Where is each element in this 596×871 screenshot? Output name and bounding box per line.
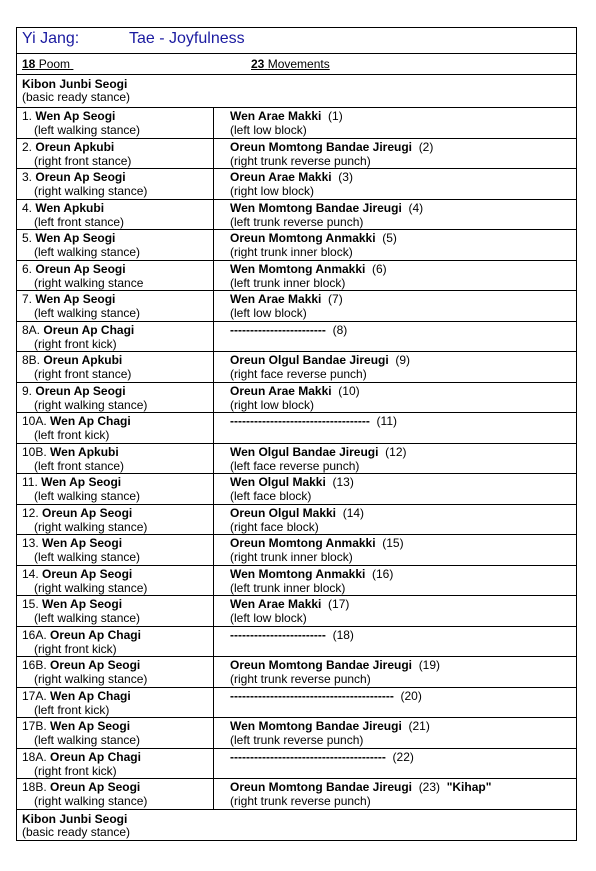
kihap-label: "Kihap": [446, 780, 492, 794]
stance-cell: [17, 566, 214, 596]
movement-number: (3): [338, 170, 353, 184]
movement-desc: (right low block): [230, 397, 315, 412]
stance-desc: (left walking stance): [34, 733, 141, 747]
table-row: [17, 383, 576, 414]
movement-line: [230, 658, 576, 672]
stance-cell: [17, 291, 214, 321]
stance-name: Wen Apkubi: [35, 200, 105, 215]
stance-name: Wen Ap Seogi: [42, 536, 123, 550]
movement-cell: [214, 657, 576, 687]
movement-name: Wen Arae Makki: [230, 109, 322, 123]
movement-cell: [214, 749, 576, 779]
end-row: [17, 810, 576, 840]
movement-cell: [214, 566, 576, 596]
movement-line: [230, 597, 576, 611]
row-number: 16A.: [22, 627, 47, 642]
movement-cell: [214, 108, 576, 138]
table-row: [17, 108, 576, 139]
movement-line: [230, 262, 576, 276]
movement-name: Wen Momtong Anmakki: [230, 566, 366, 581]
movement-number: (9): [395, 353, 411, 367]
row-number: 10B.: [22, 444, 47, 459]
stance-cell: [17, 169, 214, 199]
stance-name: Oreun Ap Seogi: [42, 566, 133, 581]
row-number: 8A.: [22, 322, 41, 337]
movement-name: ---------------------------------------: [230, 749, 386, 764]
row-number: 15.: [22, 597, 39, 611]
stance-line: [22, 170, 213, 184]
stance-line: [22, 262, 213, 276]
table-row: [17, 505, 576, 536]
movement-cell: [214, 505, 576, 535]
poom-label: Poom: [38, 57, 71, 71]
start-stance-desc: (basic ready stance): [22, 90, 131, 104]
stance-desc: (left front kick): [34, 702, 110, 717]
movement-desc: (left low block): [230, 123, 307, 137]
movement-line: [230, 231, 576, 245]
movement-desc: (right trunk reverse punch): [230, 153, 371, 168]
movement-desc: (left trunk reverse punch): [230, 733, 364, 747]
stance-name: Oreun Apkubi: [43, 353, 123, 367]
movement-cell: [214, 169, 576, 199]
movement-line: [230, 384, 576, 398]
stance-cell: [17, 657, 214, 687]
movement-cell: [214, 627, 576, 657]
stance-line: [22, 384, 213, 398]
movement-name: ------------------------: [230, 627, 326, 642]
stance-desc: (right walking stance): [34, 519, 148, 534]
movement-number: (10): [338, 383, 360, 398]
end-stance-desc: (basic ready stance): [22, 824, 131, 839]
stance-line: [22, 109, 213, 123]
stance-line: [22, 475, 213, 489]
movement-cell: [214, 688, 576, 718]
stance-name: Oreun Ap Chagi: [43, 322, 135, 337]
stance-desc: (left walking stance): [34, 123, 141, 137]
row-number: 11.: [22, 475, 38, 489]
movement-desc: (right low block): [230, 184, 315, 198]
movement-line: [230, 445, 576, 459]
stance-line: [22, 140, 213, 154]
movement-number: (5): [382, 231, 397, 245]
stance-desc: (left walking stance): [34, 245, 141, 259]
stance-name: Oreun Ap Seogi: [50, 658, 141, 672]
stance-desc: (right front kick): [34, 763, 117, 778]
stance-name: Oreun Ap Seogi: [35, 383, 126, 398]
stance-cell: [17, 322, 214, 352]
stance-line: [22, 445, 213, 459]
movement-name: Wen Olgul Bandae Jireugi: [230, 444, 379, 459]
movement-cell: [214, 535, 576, 565]
movement-name: Oreun Arae Makki: [230, 383, 332, 398]
movement-name: Oreun Olgul Makki: [230, 505, 337, 520]
stance-desc: (left walking stance): [34, 550, 141, 564]
stance-cell: [17, 535, 214, 565]
table-row: [17, 261, 576, 292]
title-row: [17, 28, 576, 54]
stance-line: [22, 628, 213, 642]
movement-cell: [214, 352, 576, 382]
movement-line: [230, 170, 576, 184]
table-row: [17, 291, 576, 322]
movement-desc: (left low block): [230, 306, 307, 320]
stance-name: Oreun Ap Seogi: [35, 170, 126, 184]
table-row: [17, 230, 576, 261]
row-number: 2.: [22, 139, 33, 154]
stance-desc: (right walking stance): [34, 184, 148, 198]
stance-line: [22, 567, 213, 581]
stance-line: [22, 506, 213, 520]
table-row: [17, 200, 576, 231]
stance-cell: [17, 230, 214, 260]
form-name: Yi Jang:: [22, 30, 80, 47]
movement-number: (17): [328, 597, 350, 611]
movement-cell: [214, 474, 576, 504]
stance-line: [22, 414, 213, 428]
stance-name: Oreun Ap Seogi: [50, 780, 141, 794]
movement-cell: [214, 200, 576, 230]
movement-number: (12): [385, 444, 407, 459]
movement-name: Oreun Momtong Bandae Jireugi: [230, 658, 413, 672]
movement-name: Oreun Momtong Anmakki: [230, 231, 376, 245]
stance-cell: [17, 718, 214, 748]
stance-desc: (left front kick): [34, 428, 110, 442]
movement-number: (6): [372, 261, 387, 276]
stance-line: [22, 292, 213, 306]
movement-cell: [214, 718, 576, 748]
movement-line: [230, 628, 576, 642]
table-row: [17, 657, 576, 688]
table-row: [17, 444, 576, 475]
table-row: [17, 535, 576, 566]
movement-cell: [214, 596, 576, 626]
stance-line: [22, 353, 213, 367]
stance-name: Wen Ap Chagi: [50, 414, 131, 428]
table-row: [17, 413, 576, 444]
stance-cell: [17, 352, 214, 382]
movement-number: (14): [342, 505, 365, 520]
row-number: 7.: [22, 292, 33, 306]
movement-desc: (left low block): [230, 611, 307, 625]
table-row: [17, 322, 576, 353]
table-row: [17, 139, 576, 170]
stance-desc: (right walking stance): [34, 794, 148, 808]
movement-desc: (right face reverse punch): [230, 367, 367, 381]
movement-cell: [214, 779, 576, 809]
stance-cell: [17, 596, 214, 626]
stance-name: Wen Ap Seogi: [35, 292, 116, 306]
movement-desc: (right trunk inner block): [230, 550, 353, 564]
movement-number: (2): [418, 139, 434, 154]
row-number: 17B.: [22, 719, 47, 733]
movement-line: [230, 750, 576, 764]
movement-number: (21): [408, 719, 430, 733]
movement-cell: [214, 383, 576, 413]
movement-line: [230, 536, 576, 550]
movement-number: (15): [382, 536, 404, 550]
row-number: 6.: [22, 261, 33, 276]
row-number: 18A.: [22, 749, 47, 764]
table-row: [17, 779, 576, 810]
stance-name: Oreun Ap Chagi: [50, 749, 141, 764]
row-number: 18B.: [22, 780, 47, 794]
movement-name: Wen Arae Makki: [230, 292, 322, 306]
stance-line: [22, 689, 213, 703]
movements-label: Movements: [267, 57, 330, 71]
movement-name: Oreun Momtong Anmakki: [230, 536, 376, 550]
movement-number: (13): [332, 475, 354, 489]
stance-desc: (right walking stance: [34, 275, 144, 290]
movement-line: [230, 689, 576, 703]
movement-number: (19): [418, 658, 441, 672]
movement-desc: (left face reverse punch): [230, 458, 360, 473]
stance-name: Wen Ap Seogi: [35, 109, 116, 123]
movement-desc: (left trunk inner block): [230, 580, 346, 595]
table-row: [17, 718, 576, 749]
stance-line: [22, 231, 213, 245]
stance-cell: [17, 261, 214, 291]
poomsae-sheet: [16, 27, 577, 841]
stance-desc: (right walking stance): [34, 580, 148, 595]
movement-name: Oreun Olgul Bandae Jireugi: [230, 353, 389, 367]
stance-line: [22, 780, 213, 794]
row-number: 10A.: [22, 414, 47, 428]
movement-number: (8): [332, 322, 348, 337]
stance-line: [22, 658, 213, 672]
stance-name: Wen Ap Seogi: [35, 231, 116, 245]
movement-cell: [214, 322, 576, 352]
stance-cell: [17, 383, 214, 413]
movement-name: Oreun Momtong Bandae Jireugi: [230, 780, 413, 794]
movement-number: (20): [400, 688, 422, 703]
stance-cell: [17, 413, 214, 443]
movements-number: 23: [251, 57, 265, 71]
stance-cell: [17, 505, 214, 535]
movement-number: (23): [418, 780, 441, 794]
table-row: [17, 474, 576, 505]
movement-desc: (right trunk reverse punch): [230, 794, 371, 808]
row-number: 14.: [22, 566, 39, 581]
movement-line: [230, 140, 576, 154]
movement-desc: (right trunk inner block): [230, 245, 353, 259]
stance-cell: [17, 108, 214, 138]
movement-line: [230, 414, 576, 428]
stance-desc: (left walking stance): [34, 306, 141, 320]
stance-desc: (left front stance): [34, 214, 125, 229]
movement-name: -----------------------------------------: [230, 688, 394, 703]
movement-number: (11): [376, 414, 397, 428]
stance-name: Oreun Apkubi: [35, 139, 115, 154]
stance-desc: (right front stance): [34, 367, 132, 381]
stance-cell: [17, 200, 214, 230]
movement-name: Wen Momtong Bandae Jireugi: [230, 200, 402, 215]
stance-cell: [17, 444, 214, 474]
movement-line: [230, 109, 576, 123]
movement-number: (18): [332, 627, 354, 642]
stance-line: [22, 719, 213, 733]
stance-name: Wen Ap Seogi: [42, 597, 123, 611]
movement-cell: [214, 444, 576, 474]
stance-desc: (left front stance): [34, 458, 125, 473]
table-row: [17, 566, 576, 597]
row-number: 13.: [22, 536, 39, 550]
movement-cell: [214, 413, 576, 443]
movement-cell: [214, 261, 576, 291]
poom-number: 18: [22, 57, 36, 71]
movement-line: [230, 719, 576, 733]
movement-name: Wen Arae Makki: [230, 597, 322, 611]
start-stance: Kibon Junbi Seogi: [22, 77, 128, 91]
stance-cell: [17, 688, 214, 718]
movement-number: (22): [392, 749, 414, 764]
stance-desc: (left walking stance): [34, 611, 141, 625]
start-row: [17, 75, 576, 108]
movement-number: (4): [408, 200, 424, 215]
table-row: [17, 169, 576, 200]
movement-line: [230, 567, 576, 581]
table-row: [17, 352, 576, 383]
stance-line: [22, 201, 213, 215]
stance-desc: (right walking stance): [34, 397, 148, 412]
movement-desc: (right face block): [230, 519, 319, 534]
meta-row: [17, 54, 576, 75]
table-row: [17, 596, 576, 627]
stance-name: Wen Ap Seogi: [50, 719, 131, 733]
movement-desc: (left trunk inner block): [230, 275, 346, 290]
end-stance: Kibon Junbi Seogi: [22, 811, 128, 826]
stance-desc: (right walking stance): [34, 672, 148, 686]
row-number: 17A.: [22, 688, 47, 703]
table-row: [17, 749, 576, 780]
table-row: [17, 688, 576, 719]
movement-number: (7): [328, 292, 343, 306]
row-number: 8B.: [22, 353, 41, 367]
movement-desc: (left trunk reverse punch): [230, 214, 364, 229]
movement-number: (16): [372, 566, 394, 581]
stance-cell: [17, 474, 214, 504]
row-number: 12.: [22, 505, 39, 520]
form-meaning: Tae - Joyfulness: [129, 30, 245, 47]
movement-name: Oreun Arae Makki: [230, 170, 332, 184]
movement-line: [230, 323, 576, 337]
movement-name: Wen Olgul Makki: [230, 475, 326, 489]
row-number: 16B.: [22, 658, 47, 672]
movement-name: Wen Momtong Anmakki: [230, 261, 366, 276]
movement-cell: [214, 291, 576, 321]
stance-desc: (right front kick): [34, 641, 117, 656]
table-row: [17, 627, 576, 658]
row-number: 1.: [22, 109, 33, 123]
movement-name: -----------------------------------: [230, 414, 370, 428]
stance-name: Oreun Ap Seogi: [42, 505, 133, 520]
stance-desc: (right front stance): [34, 153, 132, 168]
stance-line: [22, 536, 213, 550]
stance-name: Oreun Ap Chagi: [50, 627, 141, 642]
stance-line: [22, 750, 213, 764]
movement-line: [230, 292, 576, 306]
stance-line: [22, 597, 213, 611]
movement-cell: [214, 230, 576, 260]
movement-line: [230, 506, 576, 520]
movement-cell: [214, 139, 576, 169]
stance-desc: (right front kick): [34, 336, 117, 351]
movement-name: Oreun Momtong Bandae Jireugi: [230, 139, 413, 154]
movement-name: ------------------------: [230, 322, 326, 337]
movement-line: [230, 475, 576, 489]
row-number: 9.: [22, 383, 33, 398]
movement-line: [230, 780, 576, 794]
row-number: 3.: [22, 170, 33, 184]
stance-name: Wen Ap Chagi: [50, 688, 131, 703]
movements-info: [251, 57, 330, 71]
movement-line: [230, 353, 576, 367]
movement-number: (1): [328, 109, 343, 123]
movement-line: [230, 201, 576, 215]
movement-desc: (right trunk reverse punch): [230, 672, 371, 686]
stance-desc: (left walking stance): [34, 489, 141, 503]
stance-name: Oreun Ap Seogi: [35, 261, 126, 276]
stance-line: [22, 323, 213, 337]
row-number: 4.: [22, 200, 33, 215]
movement-name: Wen Momtong Bandae Jireugi: [230, 719, 402, 733]
movement-desc: (left face block): [230, 489, 312, 503]
stance-cell: [17, 627, 214, 657]
row-number: 5.: [22, 231, 33, 245]
stance-name: Wen Ap Seogi: [41, 475, 122, 489]
movements-table: [17, 108, 576, 810]
stance-name: Wen Apkubi: [50, 444, 119, 459]
poom-info: [22, 57, 73, 71]
stance-cell: [17, 139, 214, 169]
stance-cell: [17, 749, 214, 779]
stance-cell: [17, 779, 214, 809]
